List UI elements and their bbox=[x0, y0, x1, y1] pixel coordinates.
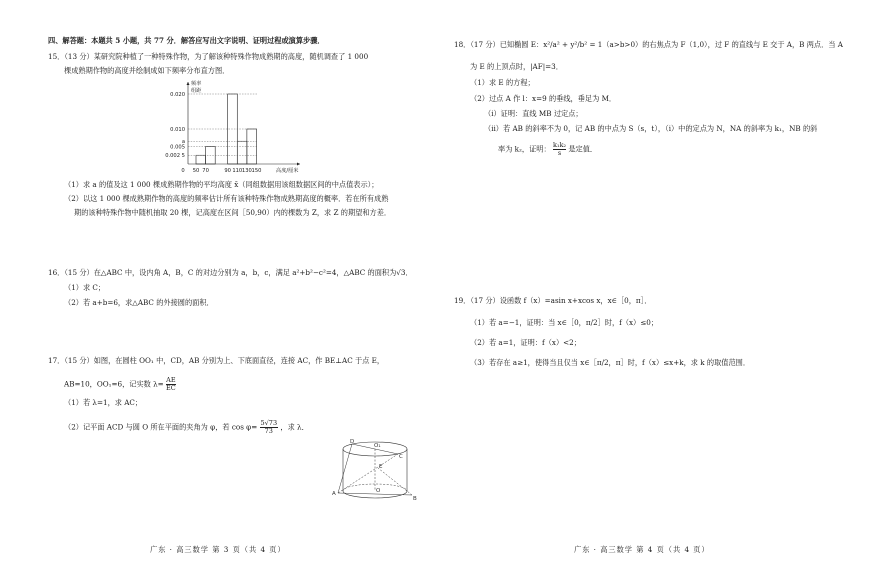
q17-cos-den: 73 bbox=[264, 427, 273, 435]
histogram-bar bbox=[196, 155, 206, 164]
q18-sub2ii-a: （ⅱ）若 AB 的斜率不为 0，记 AB 的中点为 S（s，t），（ⅰ）中的定点为 N，NA 的斜率为 k₁，NB 的斜 bbox=[484, 124, 818, 133]
q18-line1-post: 的右焦点为 F（1,0），过 F 的直线与 E 交于 A，B 两点．当 A bbox=[642, 40, 843, 49]
q17-fraction-den: EC bbox=[166, 384, 176, 392]
q17-line1: 17．（15 分）如图，在圆柱 OO₁ 中，CD，AB 分别为上、下底面直径，连接 AC，作 BE⊥AC 于点 E， bbox=[48, 356, 385, 365]
q18-sub2: （2）过点 A 作 l：x=9 的垂线，垂足为 M． bbox=[470, 94, 617, 103]
section-header: 四、解答题：本题共 5 小题，共 77 分．解答应写出文字说明、证明过程或演算步骤． bbox=[48, 36, 325, 45]
q19-sub1 bbox=[470, 318, 658, 327]
q15-line2: 棵成熟期作物的高度并绘制成如下频率分布直方图． bbox=[64, 66, 230, 75]
frequency-histogram bbox=[150, 78, 310, 178]
q15-sub2b: 期的该种特殊作物中随机抽取 20 棵，记高度在区间［50,90）内的棵数为 Z，求 Z 的期望和方差． bbox=[74, 208, 392, 217]
y-label-bottom: 组距 bbox=[191, 88, 202, 94]
point-B: B bbox=[413, 496, 417, 502]
point-C: C bbox=[399, 454, 403, 460]
q17-cos-fraction bbox=[260, 420, 279, 435]
q16-sub1: （1）求 C； bbox=[64, 283, 106, 292]
x-axis-arrow bbox=[297, 163, 300, 166]
x-tick-label: 110 bbox=[232, 168, 243, 174]
x-axis-label: 高度/厘米 bbox=[276, 168, 299, 174]
x-tick-label: 70 bbox=[202, 168, 209, 174]
q17-fraction-num: AE bbox=[166, 376, 176, 384]
point-O: O bbox=[376, 488, 381, 494]
y-tick-label: a bbox=[181, 139, 185, 146]
q19-sub3 bbox=[470, 358, 750, 367]
point-E: E bbox=[379, 464, 383, 470]
right-page bbox=[440, 0, 870, 578]
q18-sub2ii-b-pre: 率为 k₂，证明： bbox=[498, 144, 551, 154]
right-footer: 广东 · 高三数学 第 4 页（共 4 页） bbox=[574, 545, 710, 554]
q17-sub2 bbox=[64, 420, 309, 435]
q19-sub3-pre: （3）若存在 a≥1，使得当且仅当 x∈ bbox=[470, 358, 590, 367]
y-tick-label: 0.020 bbox=[170, 91, 185, 98]
q15-line1: 15．（13 分）某研究院种植了一种特殊作物，为了解该种特殊作物成熟期的高度，随机调查了 1 000 bbox=[48, 52, 369, 61]
q17-sub2-post: ，求 λ． bbox=[280, 422, 309, 432]
origin-label: 0 bbox=[181, 168, 185, 174]
y-tick-label: 0.005 bbox=[170, 144, 185, 151]
q19-line1: 19．（17 分）设函数 f（x）=asin x+xcos x，x∈［0，π］． bbox=[454, 296, 652, 305]
q15-sub2a: （2）以这 1 000 棵成熟期作物的高度的频率估计所有该种特殊作物成熟期高度的概率．若在所有成熟 bbox=[64, 194, 389, 203]
q17-fraction bbox=[166, 377, 176, 392]
q19-sub1-post: 时，f（x）≤0； bbox=[604, 318, 659, 327]
q18-sub1: （1）求 E 的方程； bbox=[470, 78, 535, 87]
q19-sub3-post: 时，f（x）≤x+k，求 k 的取值范围． bbox=[627, 358, 751, 367]
q19-sub2: （2）若 a=1，证明：f（x）<2； bbox=[470, 338, 581, 347]
q18-ellipse-equation: x²/a² + y²/b² = 1（a>b>0） bbox=[543, 40, 643, 49]
y-tick-label: 0.010 bbox=[170, 126, 185, 133]
q18-fraction-den: s bbox=[557, 149, 562, 157]
q19-sub1-pre: （1）若 a=−1，证明：当 x∈ bbox=[470, 318, 567, 327]
x-tick-label: 50 bbox=[192, 168, 200, 174]
x-tick-label: 150 bbox=[251, 168, 262, 174]
x-tick-label: 130 bbox=[241, 168, 252, 174]
q17-line2-text: AB=10，OO₁=6，记实数 λ= bbox=[64, 379, 164, 389]
q18-sub2ii-b bbox=[498, 142, 597, 157]
q18-sub2i: （ⅰ）证明：直线 MB 过定点； bbox=[484, 109, 583, 118]
q18-line2: 为 E 的上顶点时，|AF|=3． bbox=[470, 62, 563, 71]
q17-cos-num: 5√73 bbox=[260, 419, 278, 427]
cylinder-figure bbox=[330, 438, 420, 502]
y-tick-label: 0.002 5 bbox=[165, 153, 185, 160]
histogram-plot bbox=[165, 79, 300, 174]
q18-line1-pre: 18．（17 分）已知椭圆 E： bbox=[454, 40, 544, 49]
histogram-bar bbox=[237, 141, 247, 164]
x-tick-label: 90 bbox=[224, 168, 231, 174]
y-axis-arrow bbox=[187, 82, 190, 85]
q19-sub1-interval: ［0，π/2］ bbox=[566, 318, 605, 327]
q17-line2 bbox=[64, 377, 176, 392]
y-label-top: 频率 bbox=[191, 81, 202, 87]
q18-sub2ii-b-post: 是定值． bbox=[568, 144, 598, 154]
q18-line1 bbox=[454, 40, 843, 49]
q18-fraction-num: k₁k₂ bbox=[552, 141, 567, 149]
q18-fraction bbox=[553, 142, 566, 157]
q17-sub1: （1）若 λ=1，求 AC； bbox=[64, 398, 143, 407]
q16-line1: 16．（15 分）在△ABC 中，设内角 A，B，C 的对边分别为 a，b，c，满足 a²+b²−c²=4，△ABC 的面积为√3． bbox=[48, 268, 413, 277]
point-A: A bbox=[332, 491, 336, 497]
q16-sub2: （2）若 a+b=6，求△ABC 的外接圆的面积． bbox=[64, 298, 214, 307]
q17-sub2-text: （2）记平面 ACD 与圆 O 所在平面的夹角为 φ，若 cos φ= bbox=[64, 422, 258, 432]
q15-sub1: （1）求 a 的值及这 1 000 棵成熟期作物的平均高度 x̄（同组数据用该组数据区间的中点值表示）； bbox=[64, 180, 379, 189]
q19-sub3-interval: ［π/2，π］ bbox=[589, 358, 628, 367]
left-footer: 广东 · 高三数学 第 3 页（共 4 页） bbox=[150, 545, 286, 554]
point-D: D bbox=[350, 439, 355, 445]
point-O1: O₁ bbox=[374, 443, 381, 449]
left-page bbox=[0, 0, 430, 578]
